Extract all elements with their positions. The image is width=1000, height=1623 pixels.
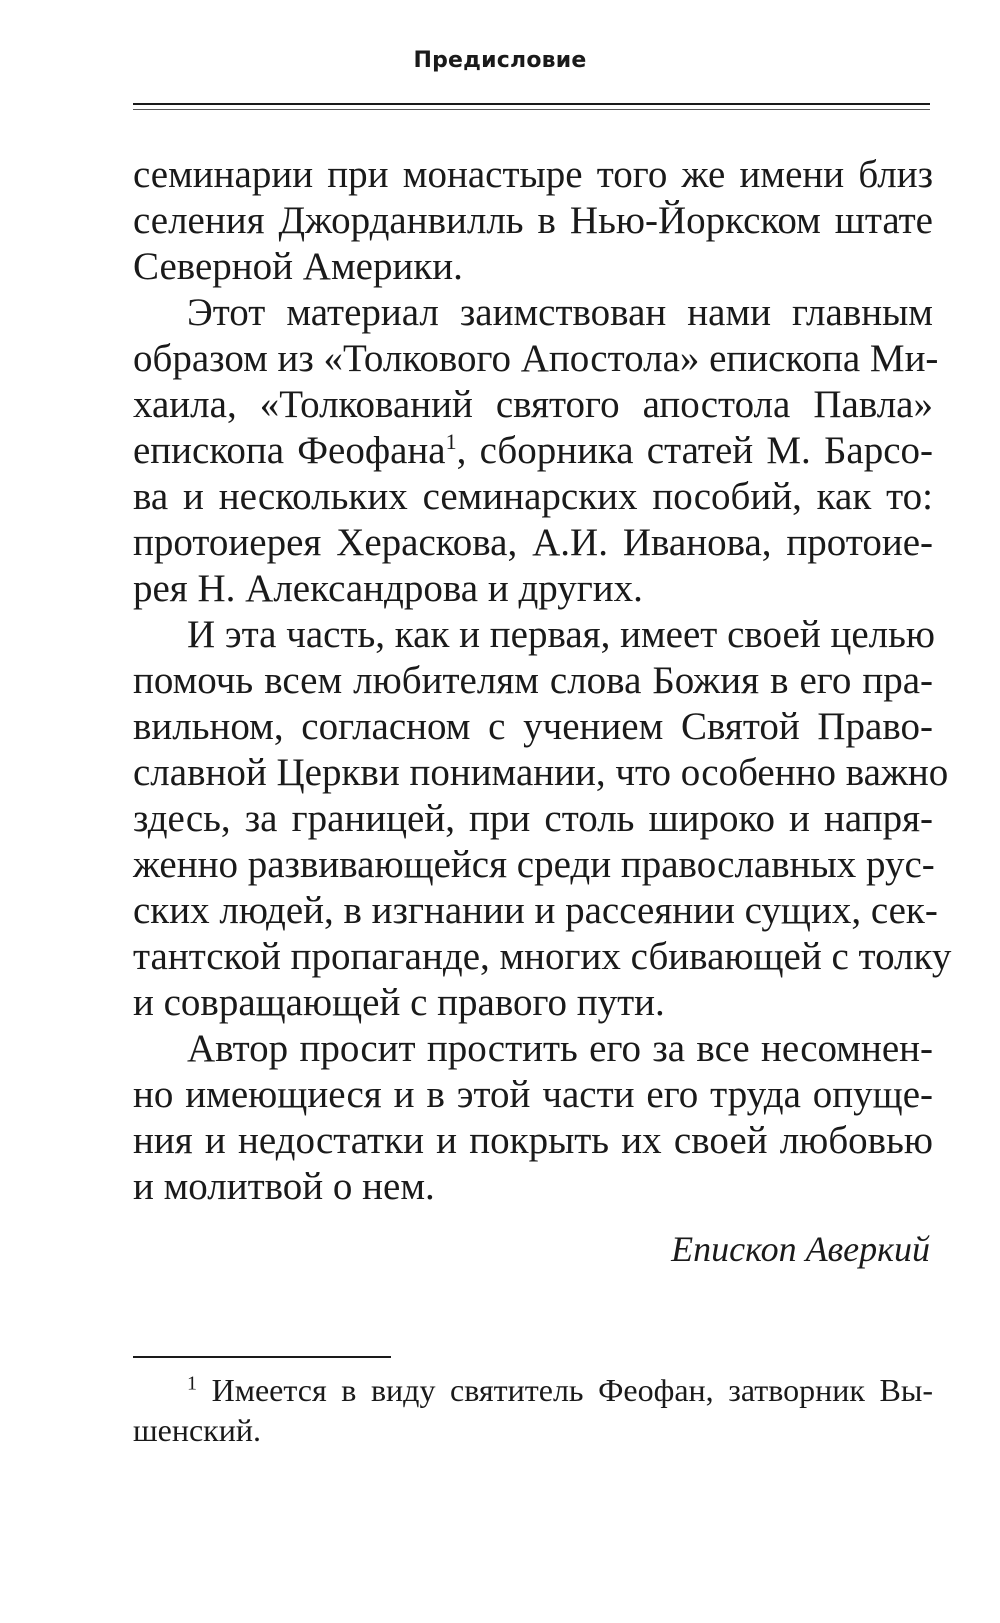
header-rule-thin [133,109,930,110]
footnote-reference[interactable]: 1 [445,429,457,454]
text-fragment: , сборника статей М. Барсо- [456,429,933,472]
header-rule [133,103,930,105]
paragraph-start-line: Этот материал заимствован нами главным [187,291,933,334]
text-line: хаила, «Толкований святого апостола Павла» [133,383,933,426]
footnote-text: Имеется в виду святитель Феофан, затворник Вы- [211,1372,934,1408]
text-line: образом из «Толкового Апостола» епископа Ми- [133,337,939,380]
text-line: тантской пропаганде, многих сбивающей с толку [133,935,952,978]
text-line: семинарии при монастыре того же имени близ [133,153,933,196]
text-line: но имеющиеся и в этой части его труда опуще- [133,1073,933,1116]
paragraph-start-line: Автор просит простить его за все несомнен- [187,1027,933,1070]
footnote-line: шенский. [133,1412,261,1448]
text-line: рея Н. Александрова и других. [133,567,643,610]
text-line: славной Церкви понимании, что особенно важно [133,751,949,794]
text-line: вильном, согласном с учением Святой Право- [133,705,933,748]
text-line: селения Джорданвилль в Нью-Йоркском штате [133,199,933,242]
footnote-rule [133,1356,391,1358]
text-line: женно развивающейся среди православных рус- [133,843,935,886]
text-line: и молитвой о нем. [133,1165,435,1208]
footnote-marker: 1 [187,1372,197,1395]
text-line: и совращающей с правого пути. [133,981,665,1024]
text-line: ва и нескольких семинарских пособий, как то: [133,475,933,518]
text-line: здесь, за границей, при столь широко и напря- [133,797,933,840]
footnote-line [133,1370,933,1410]
text-line-with-footnote [133,428,933,474]
running-title: Предисловие [413,48,587,73]
footnote [133,1370,933,1450]
text-fragment: епископа Феофана [133,429,446,472]
text-line: Северной Америки. [133,245,463,288]
paragraph-start-line: И эта часть, как и первая, имеет своей целью [187,613,936,656]
signature: Епископ Аверкий [671,1229,930,1269]
body-text [133,152,952,1210]
text-line: ских людей, в изгнании и рассеянии сущих, сек- [133,889,938,932]
text-line: ния и недостатки и покрыть их своей любовью [133,1119,933,1162]
text-line: помочь всем любителям слова Божия в его пра- [133,659,933,702]
text-line: протоиерея Хераскова, А.И. Иванова, протоие- [133,521,933,564]
